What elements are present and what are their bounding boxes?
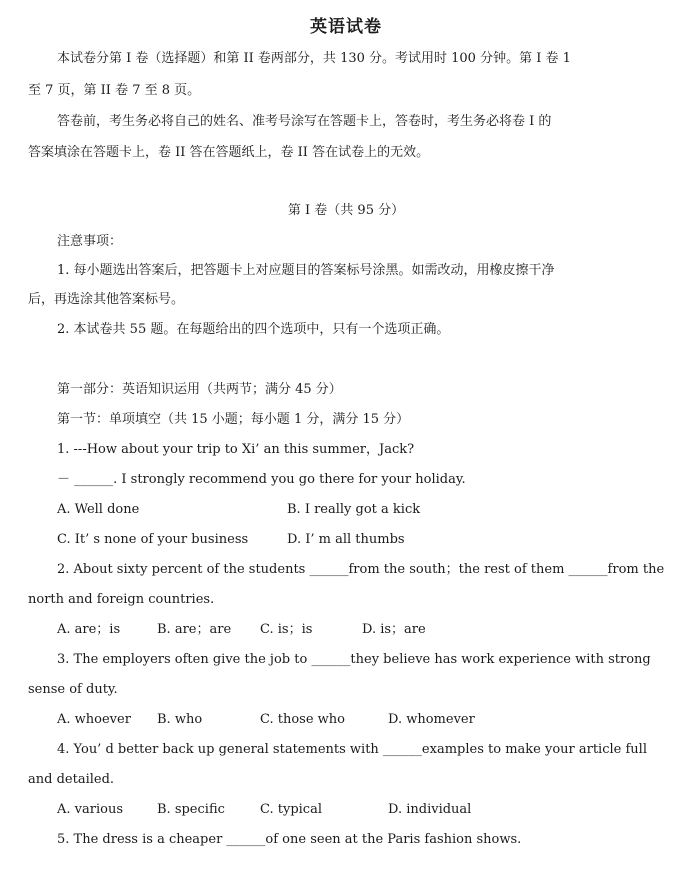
intro-line-2: 至 7 页，第 II 卷 7 至 8 页。 — [28, 83, 201, 98]
question-2-line-2: north and foreign countries. — [28, 592, 215, 607]
question-2-option-c: C. is；is — [260, 622, 313, 637]
question-4-option-d: D. individual — [388, 802, 472, 817]
page-title: 英语试卷 — [310, 17, 382, 37]
question-3-option-d: D. whomever — [388, 712, 475, 727]
question-4-line-2: and detailed. — [28, 772, 115, 787]
question-2-option-d: D. is；are — [362, 622, 426, 637]
question-4-option-b: B. specific — [157, 802, 225, 817]
intro-line-3: 答卷前，考生务必将自己的姓名、准考号涂写在答题卡上，答卷时，考生务必将卷 I 的 — [57, 114, 552, 129]
question-4-line-1: 4. You’ d better back up general statements with ______examples to make your article full — [57, 742, 647, 757]
question-3-option-b: B. who — [157, 712, 203, 727]
part1-section1-heading: 第一节：单项填空（共 15 小题；每小题 1 分，满分 15 分） — [57, 412, 410, 427]
question-3-line-2: sense of duty. — [28, 682, 118, 697]
note-line-2: 后，再选涂其他答案标号。 — [28, 292, 185, 307]
note-line-3: 2. 本试卷共 55 题。在每题给出的四个选项中，只有一个选项正确。 — [57, 322, 450, 337]
question-2-option-a: A. are；is — [57, 622, 121, 637]
intro-line-4: 答案填涂在答题卡上，卷 II 答在答题纸上，卷 II 答在试卷上的无效。 — [28, 145, 430, 160]
question-1-option-a: A. Well done — [57, 502, 140, 517]
question-1-line-2: － ______. I strongly recommend you go there for your holiday. — [57, 472, 466, 487]
question-2-line-1: 2. About sixty percent of the students ______from the south；the rest of them ______from the — [57, 562, 665, 577]
question-4-option-a: A. various — [57, 802, 123, 817]
note-line-1: 1. 每小题选出答案后，把答题卡上对应题目的答案标号涂黑。如需改动，用橡皮擦干净 — [57, 263, 555, 278]
question-3-option-c: C. those who — [260, 712, 345, 727]
question-4-option-c: C. typical — [260, 802, 322, 817]
notes-title: 注意事项： — [57, 234, 123, 249]
question-1-option-c: C. It’ s none of your business — [57, 532, 249, 547]
question-3-option-a: A. whoever — [57, 712, 131, 727]
section-heading: 第 I 卷（共 95 分） — [287, 203, 405, 218]
question-1-option-d: D. I’ m all thumbs — [287, 532, 405, 547]
part1-heading: 第一部分：英语知识运用（共两节；满分 45 分） — [57, 382, 342, 397]
question-3-line-1: 3. The employers often give the job to ______they believe has work experience with strong — [57, 652, 651, 667]
question-2-option-b: B. are；are — [157, 622, 232, 637]
question-5-line-1: 5. The dress is a cheaper ______of one seen at the Paris fashion shows. — [57, 832, 522, 847]
question-1-option-b: B. I really got a kick — [287, 502, 421, 517]
intro-line-1: 本试卷分第 I 卷（选择题）和第 II 卷两部分，共 130 分。考试用时 100 分钟。第 I 卷 1 — [57, 51, 571, 66]
question-1-line-1: 1. ---How about your trip to Xi’ an this summer，Jack? — [57, 442, 415, 457]
